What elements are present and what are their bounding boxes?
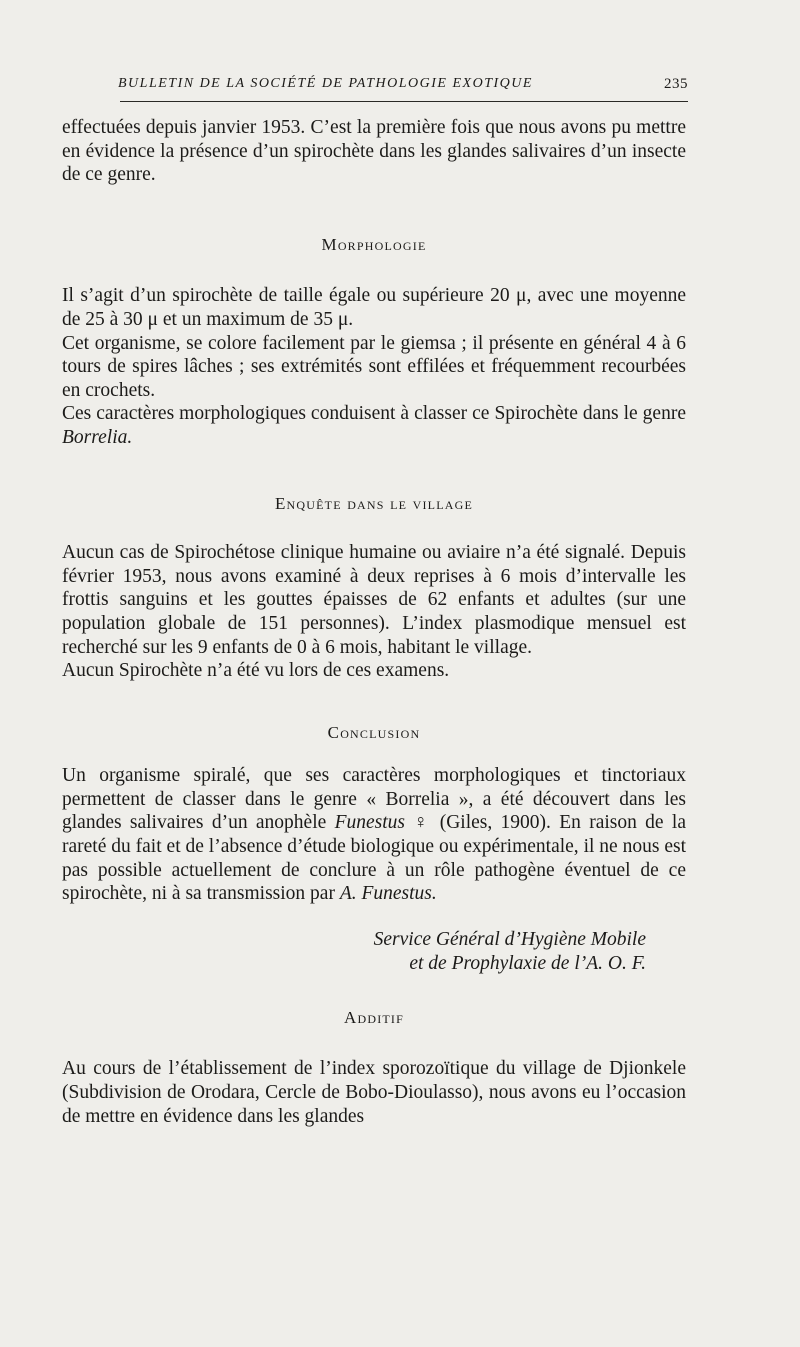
heading-enquete: Enquête dans le village [274,493,474,513]
species-a-funestus: A. Funestus. [339,883,437,905]
paragraph-additif: Au cours de l’établissement de l’index sporozoïtique du village de Djionkele (Subdivision de Orodara, Cercle de Bobo-Dioulasso), nous avons eu l’occasion de mettre en évidence dans les glandes [62,1058,686,1127]
paragraph-enquete-1: Aucun cas de Spirochétose clinique humaine ou aviaire n’a été signalé. Depuis février 1953, nous avons examiné à deux reprises à 6 mois d’intervalle les frottis sanguins et les gouttes épaisses de 62 enfants et adultes (sur une population globale de 151 personnes). L’index plasmodique mensuel est recherché sur les 9 enfants de 0 à 6 mois, habitant le village. [62,542,686,658]
signature [62,928,686,976]
species-funestus: Funestus [334,812,406,834]
header-rule [120,101,688,102]
conclusion-text-b: ♀ (Giles, 1900). En raison de la rareté du fait et de l’absence d’étude biologique ou expérimentale, il ne nous est pas possible actuellement de conclure à un rôle pathogène éventuel de ce spirochète, ni à sa transmission par [62,812,686,905]
running-header [118,74,688,100]
genus-borrelia: Borrelia. [62,426,133,448]
journal-title: BULLETIN DE LA SOCIÉTÉ DE PATHOLOGIE EXOTIQUE [118,76,533,91]
signature-line-2: et de Prophylaxie de l’A. O. F. [409,952,646,974]
signature-line-1: Service Général d’Hygiène Mobile [373,928,646,950]
page-number: 235 [664,76,688,92]
paragraph-morph-2: Cet organisme, se colore facilement par le giemsa ; il présente en général 4 à 6 tours de spires lâches ; ses extrémités sont effilées et fréquemment recourbées en crochets. [62,332,686,401]
article-body [62,116,686,1128]
paragraph-intro: effectuées depuis janvier 1953. C’est la première fois que nous avons pu mettre en évidence la présence d’un spirochète dans les glandes salivaires d’un insecte de ce genre. [62,117,686,186]
paragraph-enquete-2: Aucun Spirochète n’a été vu lors de ces examens. [62,660,450,682]
heading-conclusion: Conclusion [327,722,421,742]
conclusion-text-a: Un organisme spiralé, que ses caractères morphologiques et tinctoriaux permettent de classer dans le genre « Borrelia », a été découvert dans les glandes salivaires d’un anophèle [62,765,686,834]
heading-morphologie: Morphologie [321,234,427,254]
paragraph-morph-1: Il s’agit d’un spirochète de taille égale ou supérieure 20 μ, avec une moyenne de 25 à 30 μ et un maximum de 35 μ. [62,285,686,330]
paragraph-morph-3 [62,402,686,449]
morph-3-text: Ces caractères morphologiques conduisent à classer ce Spirochète dans le genre [62,403,686,425]
paragraph-conclusion [62,764,686,906]
heading-additif: Additif [343,1007,404,1027]
